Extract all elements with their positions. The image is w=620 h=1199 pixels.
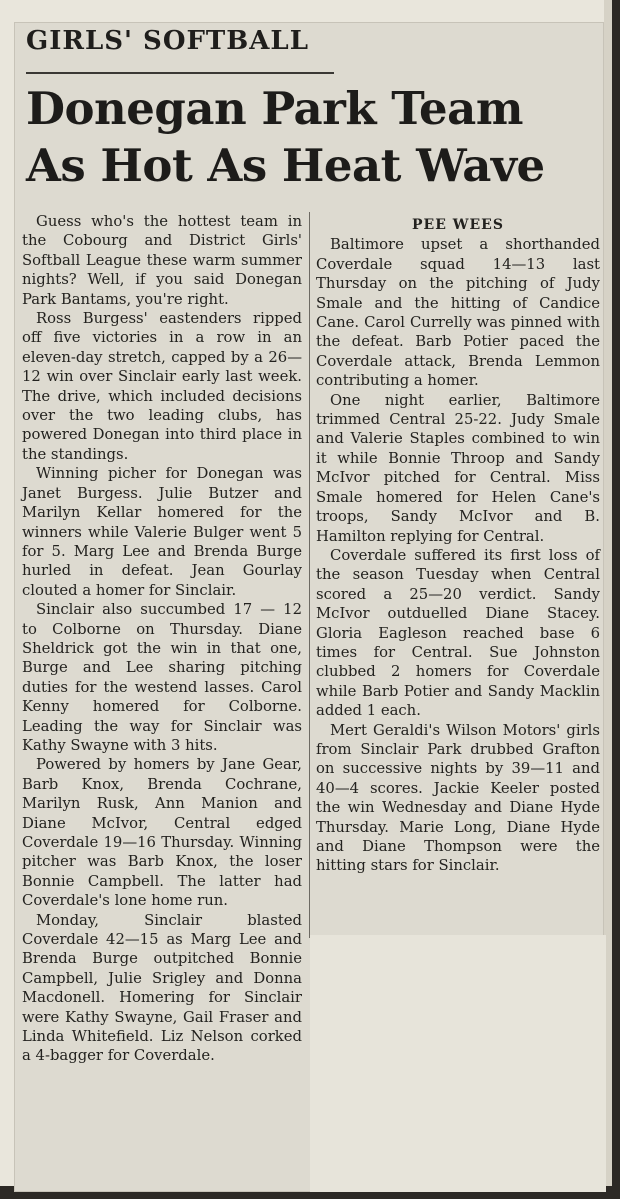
section-kicker: GIRLS' SOFTBALL [26,26,309,56]
kicker-underline [26,72,334,74]
article-column-right [316,216,600,876]
article-paragraph: Ross Burgess' eastenders ripped off five victories in a row in an eleven-day stretch, capped by a 26—12 win over Sinclair early last week. The drive, which included decisions over the two leading clubs, has powered Donegan into third place in the standings. [22,310,302,463]
article-paragraph: Guess who's the hottest team in the Cobourg and District Girls' Softball League these warm summer nights? Well, if you said Donegan Park Bantams, you're right. [22,213,302,308]
column-divider [309,212,310,938]
article-headline: Donegan Park Team As Hot As Heat Wave [26,82,545,192]
article-paragraph: One night earlier, Baltimore trimmed Central 25-22. Judy Smale and Valerie Staples combined to win it while Bonnie Throop and Sandy McIvor pitched for Central. Miss Smale homered for Helen Cane's troops, Sandy McIvor and B. Hamilton replying for Central. [316,391,600,545]
article-paragraph: Mert Geraldi's Wilson Motors' girls from Sinclair Park drubbed Grafton on successive nights by 39—11 and 40—4 scores. Jackie Keeler posted the win Wednesday and Diane Hyde Thursday. Marie Long, Diane Hyde and Diane Thompson were the hitting stars for Sinclair. [316,721,600,875]
article-paragraph: Winning picher for Donegan was Janet Burgess. Julie Butzer and Marilyn Kellar homered for the winners while Valerie Bulger went 5 for 5. Marg Lee and Brenda Burge hurled in defeat. Jean Gourlay clouted a homer for Sinclair. [22,465,302,599]
article-paragraph: Powered by homers by Jane Gear, Barb Knox, Brenda Cochrane, Marilyn Rusk, Ann Manion and Diane McIvor, Central edged Coverdale 19—16 Thursday. Winning pitcher was Barb Knox, the loser Bonnie Campbell. The latter had Coverdale's lone home run. [22,756,302,910]
article-paragraph: Coverdale suffered its first loss of the season Tuesday when Central scored a 25—20 verdict. Sandy McIvor outduelled Diane Stacey. Gloria Eagleson reached base 6 times for Central. Sue Johnston clubbed 2 homers for Coverdale while Barb Potier and Sandy Macklin added 1 each. [316,546,600,720]
article-column-left [22,212,302,1066]
clipping-blank-area [310,935,606,1192]
section-subhead: PEE WEES [412,217,504,233]
article-paragraph: Baltimore upset a shorthanded Coverdale squad 14—13 last Thursday on the pitching of Judy Smale and the hitting of Candice Cane. Carol Currelly was pinned with the defeat. Barb Potier paced the Coverdale attack, Brenda Lemmon contributing a homer. [316,236,600,390]
article-paragraph: Sinclair also succumbed 17 — 12 to Colborne on Thursday. Diane Sheldrick got the win in that one, Burge and Lee sharing pitching duties for the westend lasses. Carol Kenny homered for Colborne. Leading the way for Sinclair was Kathy Swayne with 3 hits. [22,601,302,754]
article-paragraph: Monday, Sinclair blasted Coverdale 42—15 as Marg Lee and Brenda Burge outpitched Bonnie Campbell, Julie Srigley and Donna Macdonell. Homering for Sinclair were Kathy Swayne, Gail Fraser and Linda Whitefield. Liz Nelson corked a 4-bagger for Coverdale. [22,911,302,1065]
